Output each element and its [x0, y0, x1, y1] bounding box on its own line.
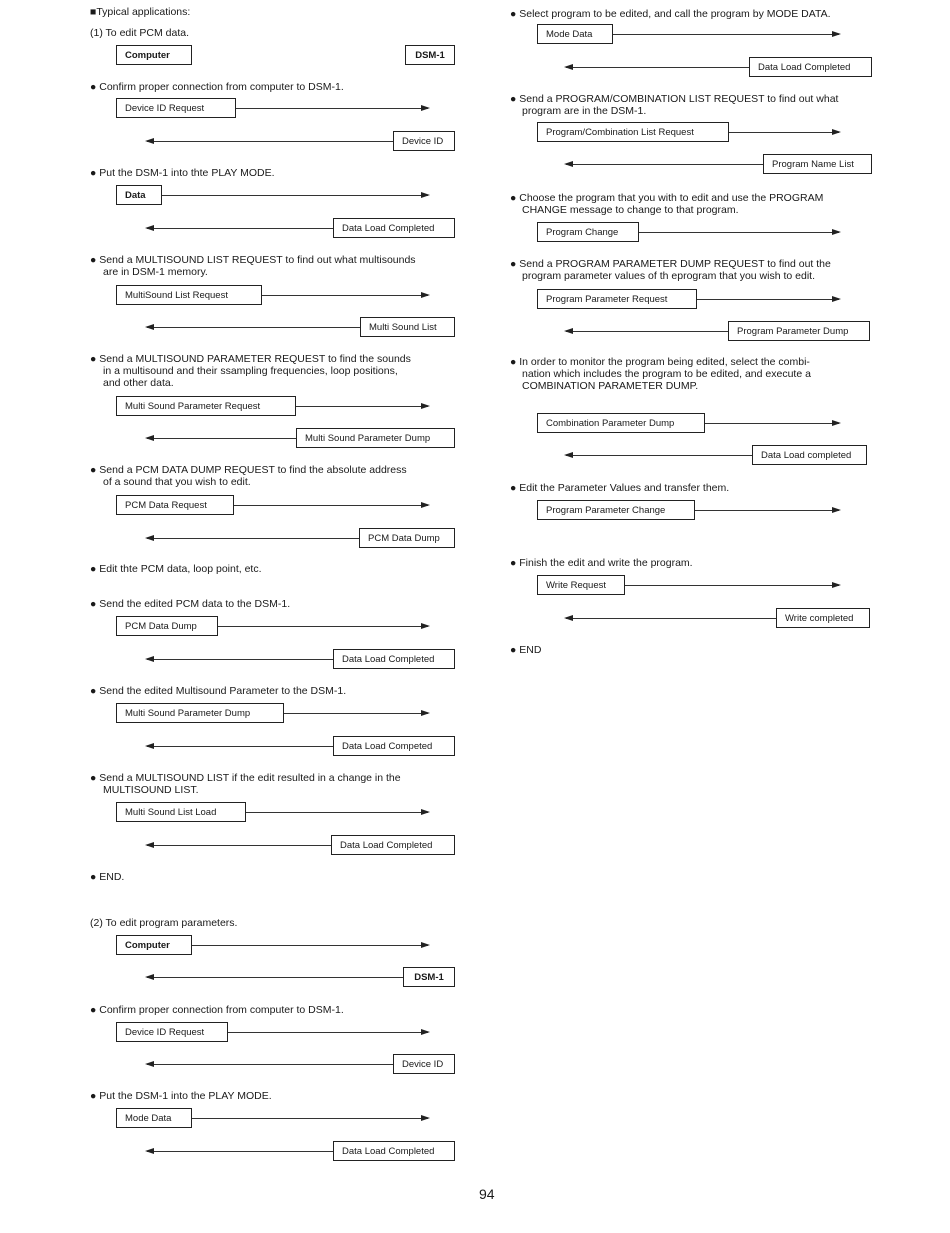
- arrow-left: [147, 977, 403, 978]
- arrow-right: [729, 132, 839, 133]
- arrow-right: [697, 299, 839, 300]
- intro-heading: ■Typical applications:: [90, 6, 191, 18]
- bullet-program-combination-list-request: ● Send a PROGRAM/COMBINATION LIST REQUEST to find out what: [510, 93, 839, 105]
- bullet-play-mode: ● Put the DSM-1 into thte PLAY MODE.: [90, 167, 275, 179]
- section-2-title: (2) To edit program parameters.: [90, 917, 238, 929]
- write-completed-box: Write completed: [776, 608, 870, 628]
- device-id-box: Device ID: [393, 131, 455, 151]
- bullet-multisound-parameter-request-cont1: in a multisound and their ssampling frequencies, loop positions,: [103, 365, 398, 377]
- arrow-left: [147, 746, 333, 747]
- arrow-right: [705, 423, 839, 424]
- multi-sound-parameter-dump-box: Multi Sound Parameter Dump: [296, 428, 455, 448]
- write-request-box: Write Request: [537, 575, 625, 595]
- bullet-monitor-program-cont1: nation which includes the program to be edited, and execute a: [522, 368, 811, 380]
- multi-sound-parameter-dump-send-box: Multi Sound Parameter Dump: [116, 703, 284, 723]
- data-load-completed-box: Data Load Completed: [333, 1141, 455, 1161]
- arrow-left: [147, 845, 331, 846]
- arrow-left: [147, 659, 333, 660]
- bullet-pcm-data-dump-request: ● Send a PCM DATA DUMP REQUEST to find the absolute address: [90, 464, 407, 476]
- mode-data-box: Mode Data: [116, 1108, 192, 1128]
- computer-box: Computer: [116, 935, 192, 955]
- pcm-data-request-box: PCM Data Request: [116, 495, 234, 515]
- bullet-send-edited-multisound-param: ● Send the edited Multisound Parameter to the DSM-1.: [90, 685, 347, 697]
- arrow-right: [218, 626, 428, 627]
- arrow-right: [625, 585, 839, 586]
- computer-box: Computer: [116, 45, 192, 65]
- arrow-right: [639, 232, 839, 233]
- mode-data-box: Mode Data: [537, 24, 613, 44]
- bullet-send-multisound-list-cont: MULTISOUND LIST.: [103, 784, 199, 796]
- bullet-pcm-data-dump-request-cont: of a sound that you wish to edit.: [103, 476, 251, 488]
- data-load-completed-box: Data Load Completed: [749, 57, 872, 77]
- arrow-right: [695, 510, 839, 511]
- arrow-left: [147, 327, 360, 328]
- multi-sound-parameter-request-box: Multi Sound Parameter Request: [116, 396, 296, 416]
- arrow-left: [566, 455, 752, 456]
- pcm-data-dump-box: PCM Data Dump: [359, 528, 455, 548]
- section-1-title: (1) To edit PCM data.: [90, 27, 190, 39]
- pcm-data-dump-send-box: PCM Data Dump: [116, 616, 218, 636]
- data-load-completed-box: Data Load Completed: [333, 649, 455, 669]
- device-id-request-box: Device ID Request: [116, 1022, 228, 1042]
- bullet-multisound-parameter-request: ● Send a MULTISOUND PARAMETER REQUEST to find the sounds: [90, 353, 411, 365]
- multisound-list-request-box: MultiSound List Request: [116, 285, 262, 305]
- arrow-right: [284, 713, 428, 714]
- multi-sound-list-load-box: Multi Sound List Load: [116, 802, 246, 822]
- bullet-monitor-program: ● In order to monitor the program being edited, select the combi-: [510, 356, 810, 368]
- bullet-edit-pcm-data: ● Edit thte PCM data, loop point, etc.: [90, 563, 262, 575]
- bullet-multisound-list-request: ● Send a MULTISOUND LIST REQUEST to find out what multisounds: [90, 254, 416, 266]
- data-load-completed-box: Data Load Completed: [331, 835, 455, 855]
- program-change-box: Program Change: [537, 222, 639, 242]
- arrow-left: [147, 538, 359, 539]
- dsm1-box: DSM-1: [403, 967, 455, 987]
- arrow-right: [192, 945, 428, 946]
- arrow-left: [566, 67, 749, 68]
- data-load-completed-box: Data Load Completed: [333, 218, 455, 238]
- arrow-right: [613, 34, 839, 35]
- bullet-program-combination-list-request-cont: program are in the DSM-1.: [522, 105, 647, 117]
- arrow-left: [566, 618, 776, 619]
- arrow-right: [228, 1032, 428, 1033]
- arrow-left: [147, 141, 393, 142]
- arrow-right: [296, 406, 428, 407]
- device-id-request-box: Device ID Request: [116, 98, 236, 118]
- end-marker: ● END: [510, 644, 542, 656]
- bullet-program-parameter-dump-request-cont: program parameter values of th eprogram that you wish to edit.: [522, 270, 815, 282]
- combination-parameter-dump-box: Combination Parameter Dump: [537, 413, 705, 433]
- program-parameter-request-box: Program Parameter Request: [537, 289, 697, 309]
- arrow-right: [162, 195, 428, 196]
- bullet-multisound-list-request-cont: are in DSM-1 memory.: [103, 266, 208, 278]
- arrow-left: [147, 1151, 333, 1152]
- page-number: 94: [479, 1186, 495, 1202]
- arrow-left: [147, 438, 296, 439]
- arrow-right: [246, 812, 428, 813]
- end-marker: ● END.: [90, 871, 125, 883]
- program-name-list-box: Program Name List: [763, 154, 872, 174]
- bullet-choose-program-cont: CHANGE message to change to that program.: [522, 204, 739, 216]
- dsm1-box: DSM-1: [405, 45, 455, 65]
- bullet-edit-parameter-values: ● Edit the Parameter Values and transfer them.: [510, 482, 730, 494]
- program-parameter-change-box: Program Parameter Change: [537, 500, 695, 520]
- arrow-left: [566, 331, 728, 332]
- arrow-left: [566, 164, 763, 165]
- multi-sound-list-box: Multi Sound List: [360, 317, 455, 337]
- bullet-confirm-connection-2: ● Confirm proper connection from computer to DSM-1.: [90, 1004, 344, 1016]
- data-box: Data: [116, 185, 162, 205]
- arrow-left: [147, 1064, 393, 1065]
- arrow-left: [147, 228, 333, 229]
- bullet-finish-write: ● Finish the edit and write the program.: [510, 557, 693, 569]
- bullet-choose-program: ● Choose the program that you with to edit and use the PROGRAM: [510, 192, 824, 204]
- bullet-play-mode-2: ● Put the DSM-1 into the PLAY MODE.: [90, 1090, 272, 1102]
- arrow-right: [192, 1118, 428, 1119]
- arrow-right: [234, 505, 428, 506]
- bullet-confirm-connection: ● Confirm proper connection from computer to DSM-1.: [90, 81, 344, 93]
- bullet-send-edited-pcm: ● Send the edited PCM data to the DSM-1.: [90, 598, 291, 610]
- bullet-monitor-program-cont2: COMBINATION PARAMETER DUMP.: [522, 380, 699, 392]
- bullet-multisound-parameter-request-cont2: and other data.: [103, 377, 174, 389]
- arrow-right: [262, 295, 428, 296]
- data-load-competed-box: Data Load Competed: [333, 736, 455, 756]
- program-parameter-dump-box: Program Parameter Dump: [728, 321, 870, 341]
- device-id-box: Device ID: [393, 1054, 455, 1074]
- bullet-send-multisound-list: ● Send a MULTISOUND LIST if the edit resulted in a change in the: [90, 772, 401, 784]
- program-combination-list-request-box: Program/Combination List Request: [537, 122, 729, 142]
- bullet-program-parameter-dump-request: ● Send a PROGRAM PARAMETER DUMP REQUEST to find out the: [510, 258, 831, 270]
- data-load-completed-box: Data Load completed: [752, 445, 867, 465]
- arrow-right: [236, 108, 428, 109]
- bullet-select-program: ● Select program to be edited, and call the program by MODE DATA.: [510, 8, 831, 20]
